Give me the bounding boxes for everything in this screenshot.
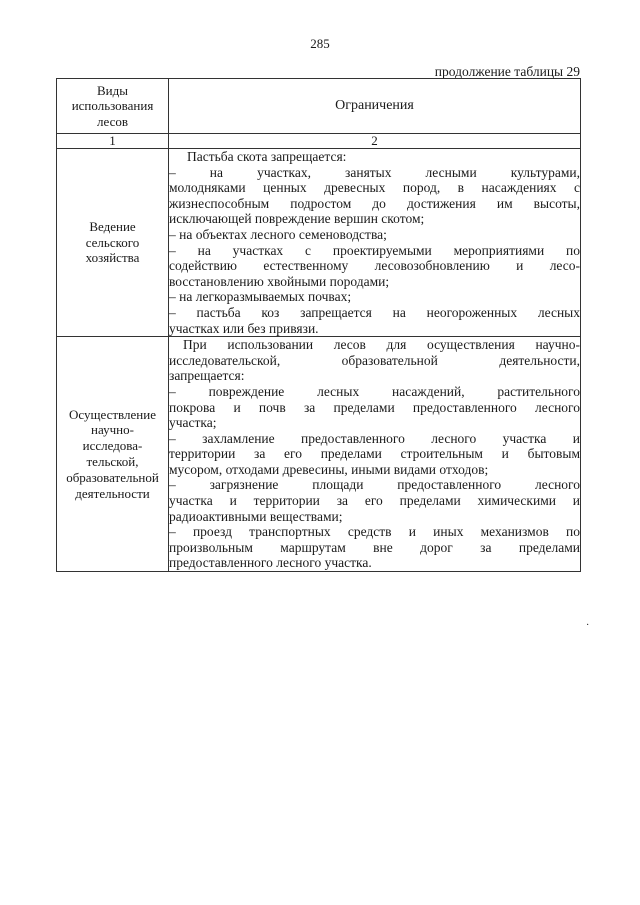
restriction-line: участках или без привязи. [169, 320, 319, 336]
restriction-line: исключающей повреждение вершин скотом; [169, 211, 425, 227]
restriction-line: участка; [169, 415, 217, 431]
restriction-line: Пастьба скота запрещается: [187, 149, 347, 164]
restriction-line: – захламление предоставленного лесного участка и [169, 430, 580, 446]
restriction-line: содействию естественному лесовозобновлению и лесо- [169, 258, 580, 274]
table-row [57, 149, 581, 337]
row-restrictions [169, 337, 581, 572]
table-continuation-label: продолжение таблицы 29 [434, 64, 580, 79]
restriction-line: территории за его пределами строительным и бытовым [169, 446, 580, 462]
margin-mark: · [586, 620, 590, 631]
column-number: 2 [169, 134, 581, 149]
restriction-line: – проезд транспортных средств и иных механизмов по [169, 524, 580, 540]
restriction-line: радиоактивными веществами; [169, 508, 343, 524]
header-line: Виды [97, 82, 128, 98]
restriction-line: запрещается: [169, 368, 245, 384]
kind-line: тельской, [86, 454, 139, 470]
restriction-line: – на участках, занятых лесными культурами, [169, 164, 580, 180]
restriction-line: участка и территории за его пределами химическими и [169, 493, 580, 509]
column-number-row [57, 134, 581, 149]
row-forest-use-kind [57, 337, 169, 572]
kind-line: хозяйства [85, 250, 140, 266]
restriction-line: мусором, отходами древесины, иными видами отходов; [169, 461, 489, 477]
table-header-row [57, 79, 581, 134]
header-line: использования [71, 98, 154, 114]
kind-line: Осуществление [69, 406, 156, 422]
table-row [57, 337, 581, 572]
kind-line: научно- [91, 422, 134, 438]
restriction-line: исследовательской, образовательной деятельности, [169, 352, 580, 368]
restriction-line: восстановлению хвойными породами; [169, 273, 390, 289]
kind-line: образовательной [66, 469, 159, 485]
restriction-line: покрова и почв за пределами предоставленного лесного [169, 399, 580, 415]
header-restrictions: Ограничения [169, 79, 581, 134]
restriction-line: – пастьба коз запрещается на неогороженных лесных [169, 304, 580, 320]
row-forest-use-kind [57, 149, 169, 337]
restriction-line: – загрязнение площади предоставленного лесного [169, 477, 580, 493]
kind-line: сельского [85, 234, 140, 250]
header-forest-use-types [57, 79, 169, 134]
row-restrictions [169, 149, 581, 337]
page-number: 285 [310, 36, 330, 51]
restriction-line: – на легкоразмываемых почвах; [169, 289, 352, 305]
restriction-line: предоставленного лесного участка. [169, 555, 372, 571]
restriction-line: – повреждение лесных насаждений, растительного [169, 383, 580, 399]
restriction-line: – на объектах лесного семеноводства; [169, 226, 387, 242]
restriction-line: При использовании лесов для осуществления научно- [183, 337, 580, 353]
kind-line: исследова- [82, 438, 143, 454]
kind-line: деятельности [75, 485, 150, 501]
column-number: 1 [57, 134, 169, 149]
restriction-line: произвольным маршрутам вне дорог за пределами [169, 539, 580, 555]
kind-line: Ведение [89, 218, 136, 234]
restrictions-table [56, 78, 581, 572]
header-line: лесов [97, 113, 128, 129]
restriction-line: жизнеспособным подростом до достижения им высоты, [169, 195, 580, 211]
restriction-line: – на участках с проектируемыми мероприятиями по [169, 242, 580, 258]
restriction-line: молодняками ценных древесных пород, в насаждениях с [169, 180, 580, 196]
